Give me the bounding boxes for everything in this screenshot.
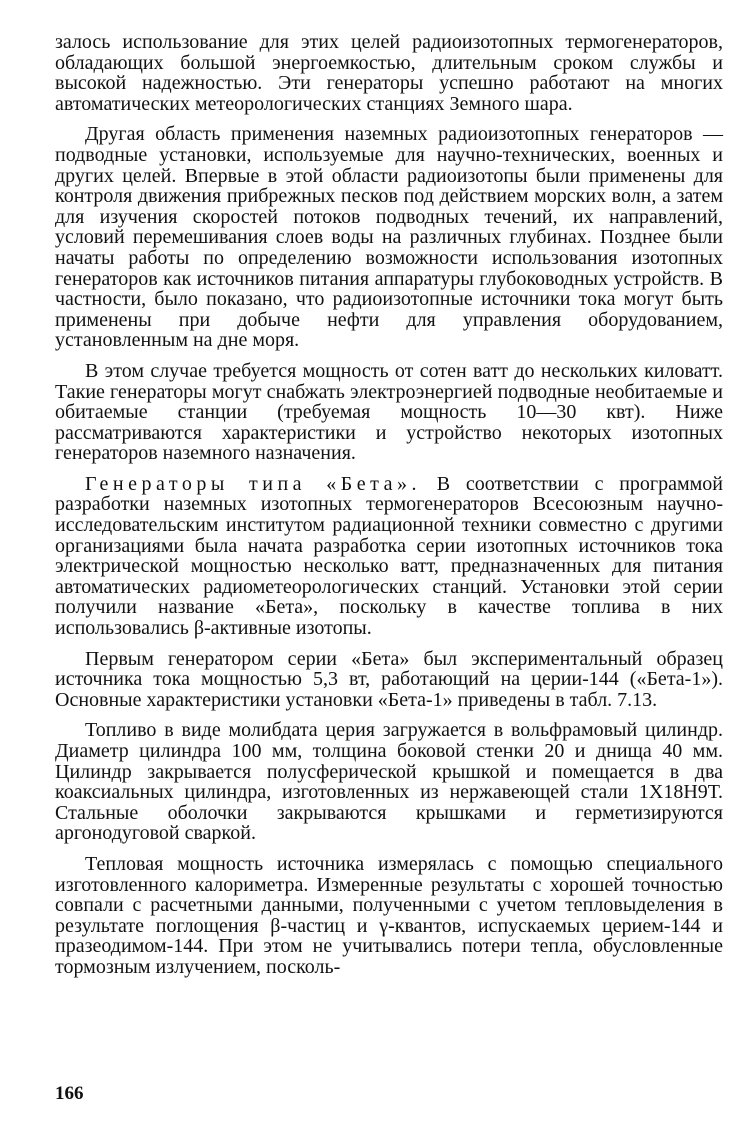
page-number: 166 — [55, 1083, 84, 1104]
paragraph-beta-generators — [55, 474, 723, 639]
page-body — [55, 32, 723, 988]
section-heading-beta: Генераторы типа «Бета». — [85, 472, 421, 495]
paragraph-power-requirements: В этом случае требуется мощность от сотен ватт до нескольких киловатт. Такие генераторы могут снабжать электроэнергией подводные необитаемые и обитаемые станции (требуемая мощность 10—30 квт). Ниже рассматриваются характеристики и устройство некоторых изотопных генераторов наземного назначения. — [55, 359, 723, 465]
paragraph-intro-continuation: залось использование для этих целей радиоизотопных термогенераторов, обладающих большой энергоемкостью, длительным сроком службы и высокой надежностью. Эти генераторы успешно работают на многих автоматических метеорологических станциях Земного шара. — [55, 31, 723, 115]
paragraph-underwater-applications: Другая область применения наземных радиоизотопных генераторов — подводные установки, используемые для научно-технических, военных и других целей. Впервые в этой области радиоизотопы были применены для контроля движения прибрежных песков под действием морских волн, а затем для изучения скоростей потоков подводных течений, их направлений, условий перемешивания слоев воды на различных глубинах. Позднее были начаты работы по определению возможности использования изотопных генераторов как источников питания аппаратуры глубоководных устройств. В частности, было показано, что радиоизотопные источники тока могут быть применены при добыче нефти для управления оборудованием, установленным на дне моря. — [55, 123, 723, 352]
paragraph-fuel-cylinder: Топливо в виде молибдата церия загружается в вольфрамовый цилиндр. Диаметр цилиндра 100 мм, толщина боковой стенки 20 и днища 40 мм. Цилиндр закрывается полусферической крышкой и помещается в два коаксиальных цилиндра, изготовленных из нержавеющей стали 1Х18Н9Т. Стальные оболочки закрываются крышками и герметизируются аргонодуговой сваркой. — [55, 719, 723, 845]
paragraph-beta-1: Первым генератором серии «Бета» был экспериментальный образец источника тока мощностью 5,3 вт, работающий на церии-144 («Бета-1»). Основные характеристики установки «Бета-1» приведены в табл. 7.13. — [55, 647, 723, 711]
paragraph-beta-text: В соответствии с программой разработки наземных изотопных термогенераторов Всесоюзным научно-исследовательским институтом радиационной техники совместно с другими организациями была начата разработка серии изотопных источников тока электрической мощностью несколько ватт, предназначенных для питания автоматических радиометеорологических станций. Установки этой серии получили название «Бета», поскольку в качестве топлива в них использовались β-активные изотопы. — [55, 472, 723, 640]
paragraph-thermal-power: Тепловая мощность источника измерялась с помощью специального изготовленного калориметра. Измеренные результаты с хорошей точностью совпали с расчетными данными, полученными с учетом тепловыделения в результате поглощения β-частиц и γ-квантов, испускаемых церием-144 и празеодимом-144. При этом не учитывались потери тепла, обусловленные тормозным излучением, посколь- — [55, 852, 723, 978]
